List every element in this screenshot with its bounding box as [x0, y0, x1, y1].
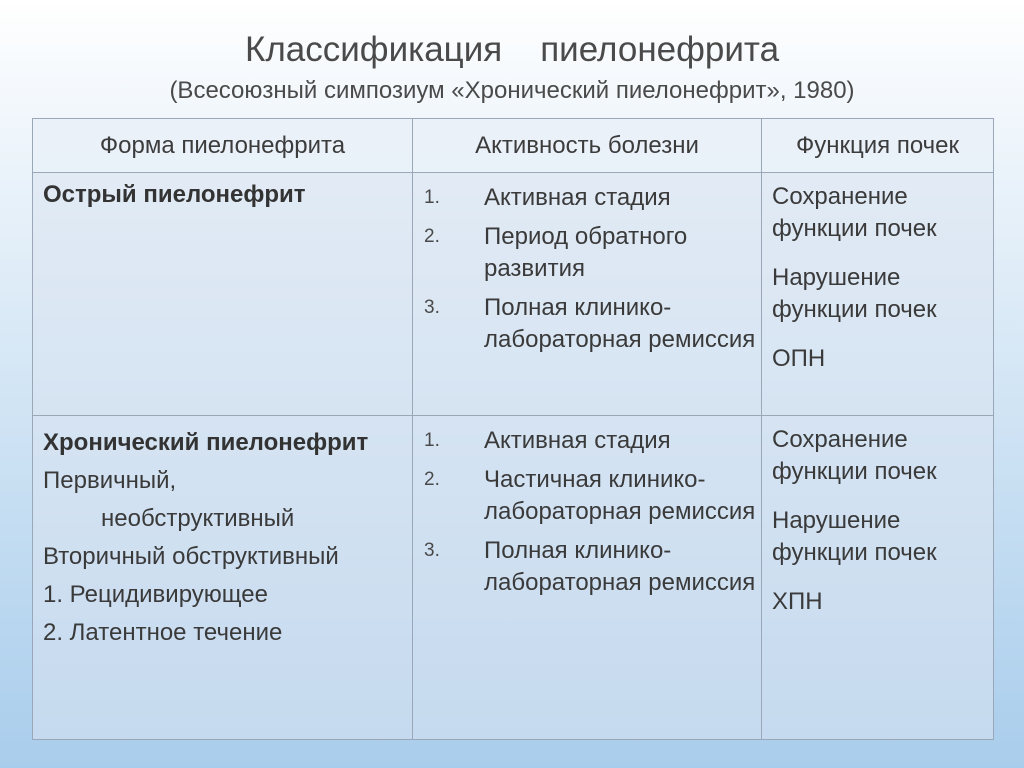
function-item: ОПН — [772, 345, 826, 372]
page-subtitle: (Всесоюзный симпозиум «Хронический пиелонефрит», 1980) — [169, 77, 855, 104]
activity-cell-acute — [413, 173, 762, 416]
form-title-chronic: Хронический пиелонефрит — [43, 429, 369, 456]
header-row — [33, 119, 994, 173]
stage-list — [414, 174, 760, 356]
stage-list — [414, 417, 760, 599]
header-activity: Активность болезни — [413, 119, 762, 173]
form-line: Первичный, — [43, 467, 177, 494]
classification-table — [32, 118, 994, 740]
page-title — [0, 30, 1024, 70]
stage-item: 2. Период обратного развития — [424, 223, 688, 282]
title-word-1: Классификация — [244, 30, 503, 69]
stage-item: 3. Полная клинико-лабораторная ремиссия — [424, 537, 756, 596]
form-line: Вторичный обструктивный — [43, 543, 339, 570]
function-item: Сохранение функции почек — [772, 183, 937, 242]
header-function: Функция почек — [762, 119, 994, 173]
header-form: Форма пиелонефрита — [33, 119, 413, 173]
function-item: Сохранение функции почек — [772, 426, 937, 485]
form-line: необструктивный — [101, 505, 295, 532]
function-cell-acute — [762, 173, 994, 416]
function-item: Нарушение функции почек — [772, 507, 937, 566]
form-line: 2. Латентное течение — [43, 619, 283, 646]
stage-item: 2. Частичная клинико-лабораторная ремиссия — [424, 466, 756, 525]
title-word-2: пиелонефрита — [540, 30, 780, 69]
function-cell-chronic — [762, 416, 994, 740]
form-cell-chronic — [33, 416, 413, 740]
stage-item: 1. Активная стадия — [424, 184, 671, 211]
function-item: ХПН — [772, 588, 823, 615]
form-line: 1. Рецидивирующее — [43, 581, 268, 608]
form-cell-acute — [33, 173, 413, 416]
table-row-chronic — [33, 416, 994, 740]
table-row-acute — [33, 173, 994, 416]
function-item: Нарушение функции почек — [772, 264, 937, 323]
form-title-acute: Острый пиелонефрит — [43, 181, 306, 208]
stage-item: 3. Полная клинико-лабораторная ремиссия — [424, 294, 756, 353]
activity-cell-chronic — [413, 416, 762, 740]
stage-item: 1. Активная стадия — [424, 427, 671, 454]
